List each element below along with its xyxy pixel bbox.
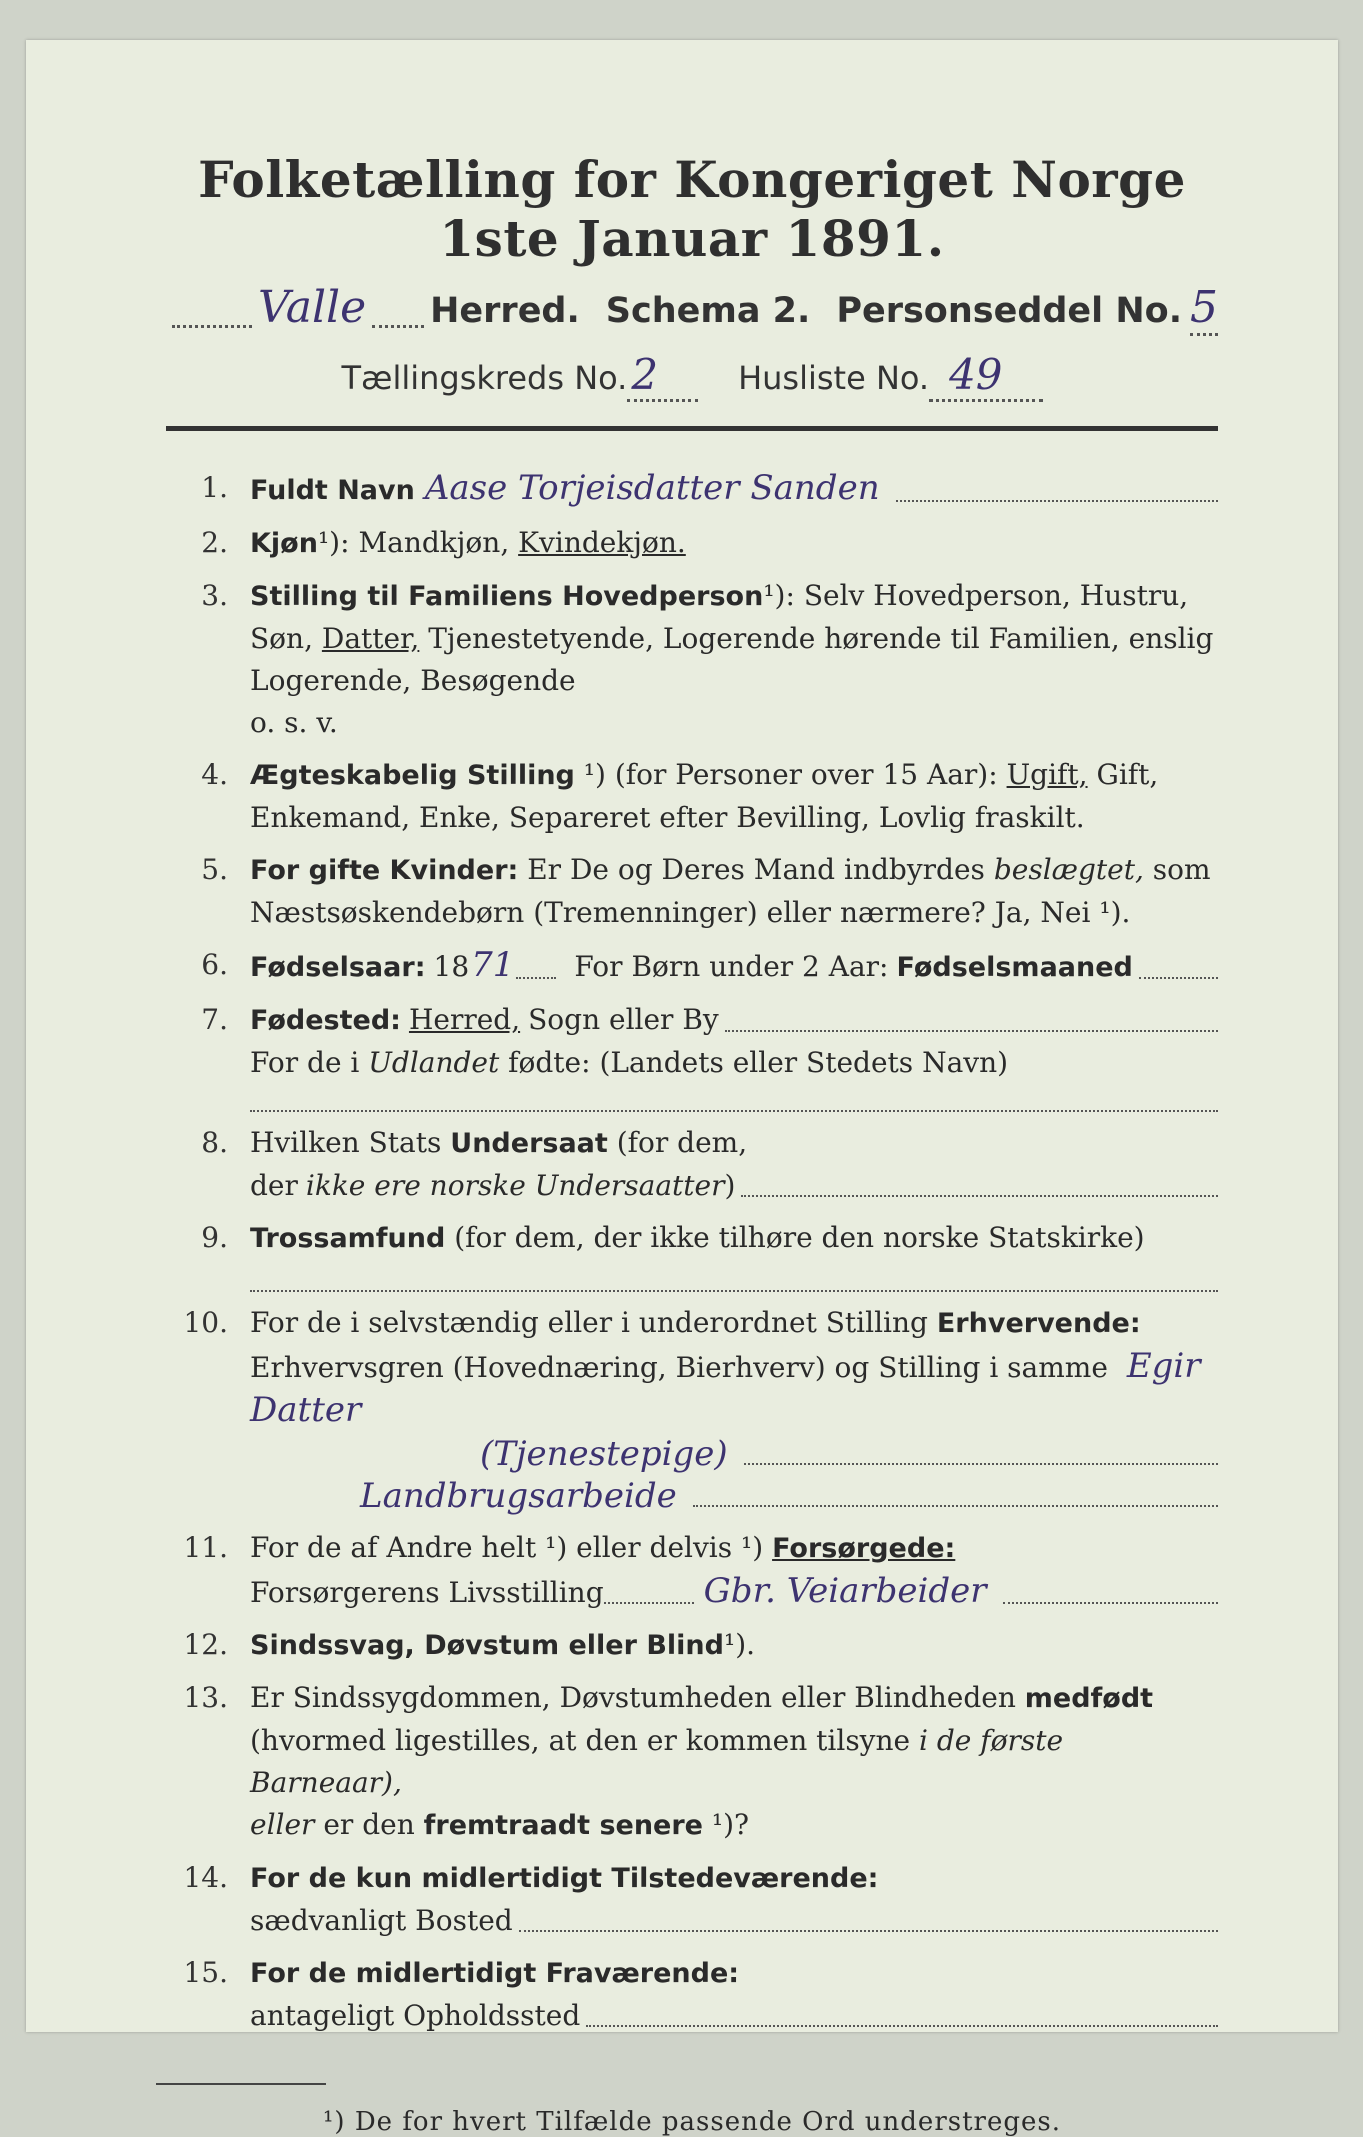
census-form-sheet [26,40,1338,2137]
personseddel-value: 5 [1190,282,1218,336]
kreds-label: Tællingskreds No. [341,359,628,397]
item-11: 11. For de af Andre helt ¹) eller delvis ¹) Forsørgede: Forsørgerens Livsstilling Gbr. Veiarbeider [166,1527,1218,1614]
footnote-separator [156,2083,326,2085]
kreds-value: 2 [627,350,698,402]
husliste-label: Husliste No. [738,359,930,397]
item-13: 13. Er Sindssygdommen, Døvstumheden eller Blindheden medfødt (hvormed ligestilles, at den er kommen tilsyne i de første Barneaar), eller er den fremtraadt senere ¹)? [183,1681,1154,1841]
occupation-value-1: Egir Datter [250,1346,1201,1430]
husliste-value: 49 [929,350,1042,402]
header-rule [166,426,1218,431]
item-2: 2. Kjøn¹): Mandkjøn, Kvindekjøn. [201,526,686,559]
personseddel-label: Personseddel No. [836,291,1182,331]
full-name-value: Aase Torjeisdatter Sanden [424,468,880,508]
provider-value: Gbr. Veiarbeider [703,1571,987,1611]
item-10: 10. For de i selvstændig eller i underordnet Stilling Erhvervende: Erhvervsgren (Hovednæring, Bierhverv) og Stilling i samme Egir Datter (Tjenestepige) Landbrugsarbeide [166,1302,1218,1517]
occupation-value-2: (Tjenestepige) [480,1434,728,1474]
birth-year-value: 71 [471,945,515,985]
occupation-value-3: Landbrugsarbeide [360,1476,677,1516]
item-14: 14. For de kun midlertidigt Tilstedeværende: sædvanligt Bosted [166,1857,1218,1942]
header-row-1 [166,282,1218,336]
item-8: 8. Hvilken Stats Undersaat (for dem, der ikke ere norske Undersaatter ) [166,1122,1218,1207]
herred-label: Herred. [430,291,580,331]
form-body [166,150,1218,2137]
herred-value: Valle [258,282,367,333]
header-row-2 [166,350,1218,402]
sex-selected: Kvindekjøn. [518,526,686,559]
footnote: ¹) De for hvert Tilfælde passende Ord understreges. [322,2107,1061,2137]
item-1: 1. Fuldt Navn Aase Torjeisdatter Sanden [166,467,1218,512]
item-5: 5. For gifte Kvinder: Er De og Deres Mand indbyrdes beslægtet, som Næstsøskendebørn (Tremenninger) eller nærmere? Ja, Nei ¹). [201,853,1211,929]
item-3: 3. Stilling til Familiens Hovedperson¹): Selv Hovedperson, Hustru, Søn, Datter, Tjenestetyende, Logerende hørende til Familien, enslig Logerende, Besøgende o. s. v. [201,579,1214,739]
birthplace-selected: Herred, [408,1003,521,1036]
schema-label: Schema 2. [605,291,811,331]
position-selected: Datter, [321,622,420,655]
item-4: 4. Ægteskabelig Stilling ¹) (for Personer over 15 Aar): Ugift, Gift, Enkemand, Enke, Separeret efter Bevilling, Lovlig fraskilt. [201,758,1159,834]
item-15: 15. For de midlertidigt Fraværende: antageligt Opholdssted [166,1952,1218,2037]
form-title: Folketælling for Kongeriget Norge 1ste Januar 1891. [198,150,1186,268]
item-12: 12. Sindssvag, Døvstum eller Blind¹). [183,1628,756,1661]
item-7: 7. Fødested: Herred, Sogn eller By For de i Udlandet fødte: (Landets eller Stedets Navn) [166,999,1218,1112]
marital-selected: Ugift, [1006,758,1088,791]
item-9: 9. Trossamfund (for dem, der ikke tilhøre den norske Statskirke) [166,1217,1218,1292]
item-6: 6. Fødselsaar: 18 71 For Børn under 2 Aar: Fødselsmaaned [166,944,1218,989]
